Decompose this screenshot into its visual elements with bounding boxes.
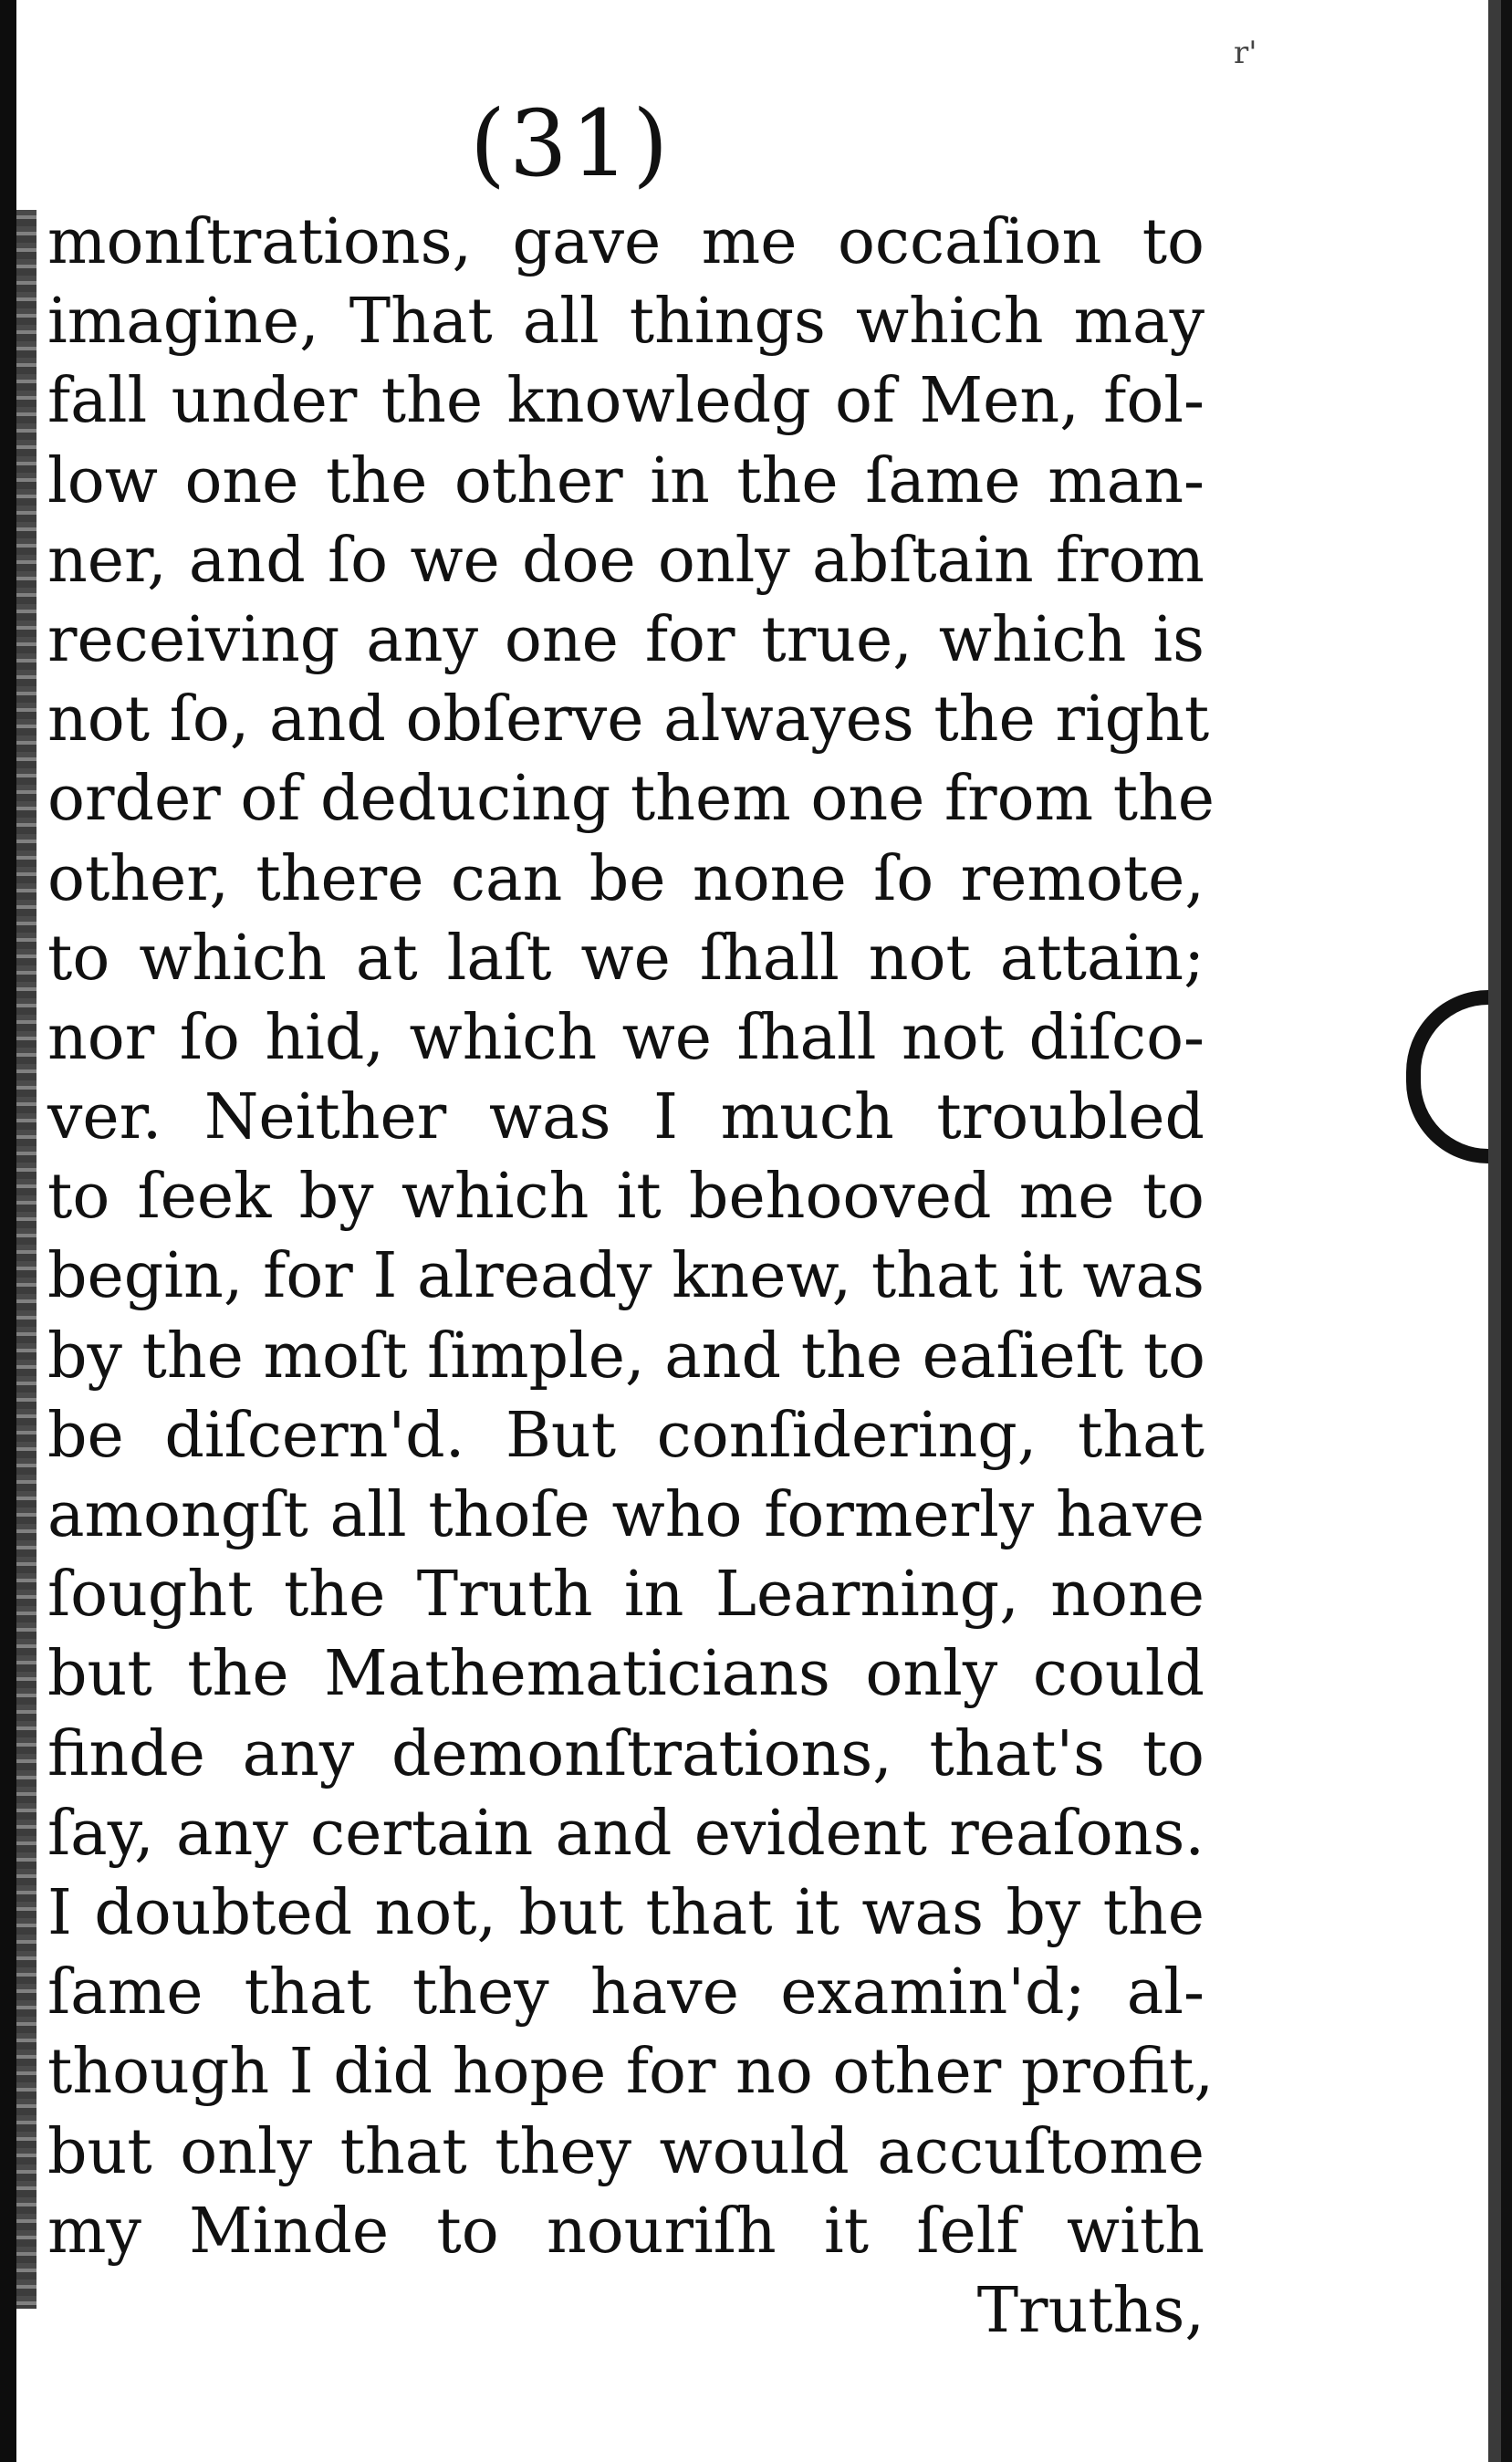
text-line: but the Mathematicians only could [47, 1638, 1204, 1711]
text-line: begin, for I already knew, that it was [47, 1240, 1204, 1313]
page-number: (31) [470, 90, 673, 197]
text-line: nor ſo hid, which we ſhall not diſco- [47, 1001, 1204, 1074]
text-line: but only that they would accuſtome [47, 2115, 1204, 2188]
right-page-edge-shadow [1488, 0, 1501, 2462]
text-line: receiving any one for true, which is [47, 603, 1204, 676]
text-line: low one the other in the ſame man- [47, 444, 1204, 517]
text-line: order of deducing them one from the [47, 763, 1215, 836]
left-gutter-shadow [16, 210, 36, 2309]
text-line: ſought the Truth in Learning, none [47, 1559, 1204, 1632]
page-clip-mark [1406, 990, 1488, 1163]
text-line: finde any demonſtrations, that's to [47, 1717, 1204, 1790]
text-line: ſame that they have examin'd; al- [47, 1956, 1204, 2029]
text-line: I doubted not, but that it was by the [47, 1876, 1204, 1949]
text-line: to which at laſt we ſhall not attain; [47, 922, 1204, 995]
page-body-text [47, 203, 1215, 2351]
left-binding-edge [0, 0, 16, 2462]
text-line: ſay, any certain and evident reaſons. [47, 1797, 1204, 1870]
text-line: monſtrations, gave me occaſion to [47, 206, 1204, 278]
right-page-edge [1501, 0, 1512, 2462]
text-line: though I did hope for no other profit, [47, 2036, 1215, 2109]
text-line: by the moſt ſimple, and the eaſieſt to [47, 1320, 1205, 1393]
text-line: fall under the knowledg of Men, fol- [47, 365, 1204, 438]
text-line: other, there can be none ſo remote, [47, 842, 1204, 915]
text-line: my Minde to nouriſh it ſelf with [47, 2195, 1204, 2268]
text-line: imagine, That all things which may [47, 286, 1204, 359]
text-line: amongſt all thoſe who formerly have [47, 1479, 1204, 1551]
text-line: not ſo, and obſerve alwayes the right [47, 683, 1210, 756]
text-line: ner, and ſo we doe only abſtain from [47, 524, 1204, 597]
catchword: Truths, [976, 2274, 1204, 2347]
text-line: be diſcern'd. But conſidering, that [47, 1399, 1204, 1472]
corner-mark: r' [1234, 35, 1257, 71]
text-line: ver. Neither was I much troubled [47, 1081, 1204, 1154]
text-line: to ſeek by which it behooved me to [47, 1161, 1204, 1234]
